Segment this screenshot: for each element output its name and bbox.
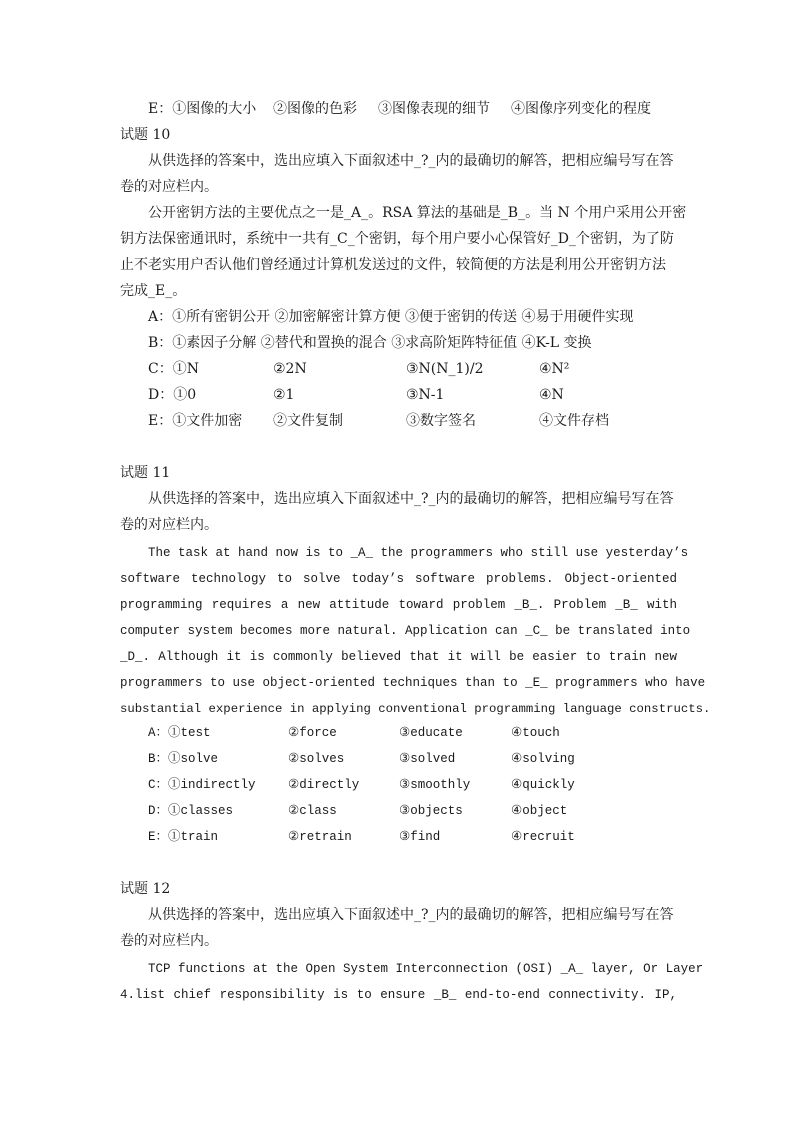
q11-option-e-2: ②retrain [288, 830, 352, 844]
q12-instruction: 从供选择的答案中，选出应填入下面叙述中_?_内的最确切的解答，把相应编号写在答 [148, 907, 674, 923]
q10-option-a: A：①所有密钥公开 ②加密解密计算方便 ③便于密钥的传送 ④易于用硬件实现 [148, 309, 634, 325]
q10-option-e-2: ②文件复制 [273, 413, 343, 429]
q12-title: 试题 12 [120, 881, 171, 897]
q11-option-c-2: ②directly [288, 778, 360, 792]
q10-option-e-1: E：①文件加密 [148, 413, 243, 429]
q11-option-b-4: ④solving [511, 752, 575, 766]
q12-instruction-cont: 卷的对应栏内。 [120, 933, 218, 949]
q10-body-line: 止不老实用户否认他们曾经通过计算机发送过的文件，较简便的方法是利用公开密钥方法 [120, 257, 666, 273]
q10-option-b: B：①素因子分解 ②替代和置换的混合 ③求高阶矩阵特征值 ④K-L 变换 [148, 335, 592, 351]
q11-option-e-4: ④recruit [511, 830, 575, 844]
q11-option-a-3: ③educate [399, 726, 463, 740]
q10-instruction: 从供选择的答案中，选出应填入下面叙述中_?_内的最确切的解答，把相应编号写在答 [148, 153, 674, 169]
q11-instruction: 从供选择的答案中，选出应填入下面叙述中_?_内的最确切的解答，把相应编号写在答 [148, 491, 674, 507]
q11-option-a-2: ②force [288, 726, 337, 740]
q11-option-c-4: ④quickly [511, 778, 575, 792]
q11-option-d-2: ②class [288, 804, 337, 818]
q10-option-d-2: ②1 [273, 387, 295, 403]
q11-option-e-3: ③find [399, 830, 441, 844]
q12-body-line: 4.list chief responsibility is to ensure _B_ end-to-end connectivity. IP, [120, 988, 677, 1002]
q10-option-c-3: ③N(N_1)/2 [406, 361, 484, 377]
q10-option-e-3: ③数字签名 [406, 413, 476, 429]
q11-option-b-2: ②solves [288, 752, 345, 766]
q10-body-line: 公开密钥方法的主要优点之一是_A_。RSA 算法的基础是_B_。当 N 个用户采用公开密 [148, 205, 687, 221]
q11-body-line: substantial experience in applying conventional programming language constructs. [120, 702, 711, 716]
q11-option-d-1: D：①classes [148, 804, 234, 818]
q9-option-e-3: ③图像表现的细节 [378, 101, 490, 117]
q11-body-line: _D_. Although it is commonly believed that it will be easier to train new [120, 650, 677, 664]
q11-option-e-1: E：①train [148, 830, 219, 844]
q11-body-line: software technology to solve today’s software problems. Object-oriented [120, 572, 677, 586]
q10-body-line: 钥方法保密通讯时，系统中一共有_C_个密钥，每个用户要小心保管好_D_个密钥，为了防 [120, 231, 674, 247]
q11-option-d-4: ④object [511, 804, 568, 818]
q11-option-c-3: ③smoothly [399, 778, 471, 792]
q11-option-b-3: ③solved [399, 752, 456, 766]
q11-body-line: programmers to use object-oriented techniques than to _E_ programmers who have [120, 676, 706, 690]
q9-option-e-1: E：①图像的大小 [148, 101, 257, 117]
q11-title: 试题 11 [120, 465, 171, 481]
q11-option-d-3: ③objects [399, 804, 463, 818]
q11-option-a-4: ④touch [511, 726, 560, 740]
q10-option-d-1: D：①0 [148, 387, 197, 403]
q10-option-c-4: ④N² [539, 361, 570, 377]
q9-option-e-4: ④图像序列变化的程度 [511, 101, 651, 117]
q10-option-e-4: ④文件存档 [539, 413, 609, 429]
q11-instruction-cont: 卷的对应栏内。 [120, 517, 218, 533]
q11-body-line: The task at hand now is to _A_ the programmers who still use yesterday’s [148, 546, 689, 560]
q11-body-line: programming requires a new attitude toward problem _B_. Problem _B_ with [120, 598, 677, 612]
q11-option-b-1: B：①solve [148, 752, 219, 766]
q9-option-e-2: ②图像的色彩 [273, 101, 357, 117]
q12-body-line: TCP functions at the Open System Interconnection (OSI) _A_ layer, Or Layer [148, 962, 704, 976]
q10-option-d-3: ③N-1 [406, 387, 445, 403]
q11-body-line: computer system becomes more natural. Application can _C_ be translated into [120, 624, 691, 638]
q11-option-c-1: C：①indirectly [148, 778, 256, 792]
q10-option-d-4: ④N [539, 387, 564, 403]
q10-option-c-2: ②2N [273, 361, 307, 377]
q10-body-line: 完成_E_。 [120, 283, 187, 299]
q10-instruction-cont: 卷的对应栏内。 [120, 179, 218, 195]
q10-title: 试题 10 [120, 127, 171, 143]
q10-option-c-1: C：①N [148, 361, 199, 377]
q11-option-a-1: A：①test [148, 726, 211, 740]
